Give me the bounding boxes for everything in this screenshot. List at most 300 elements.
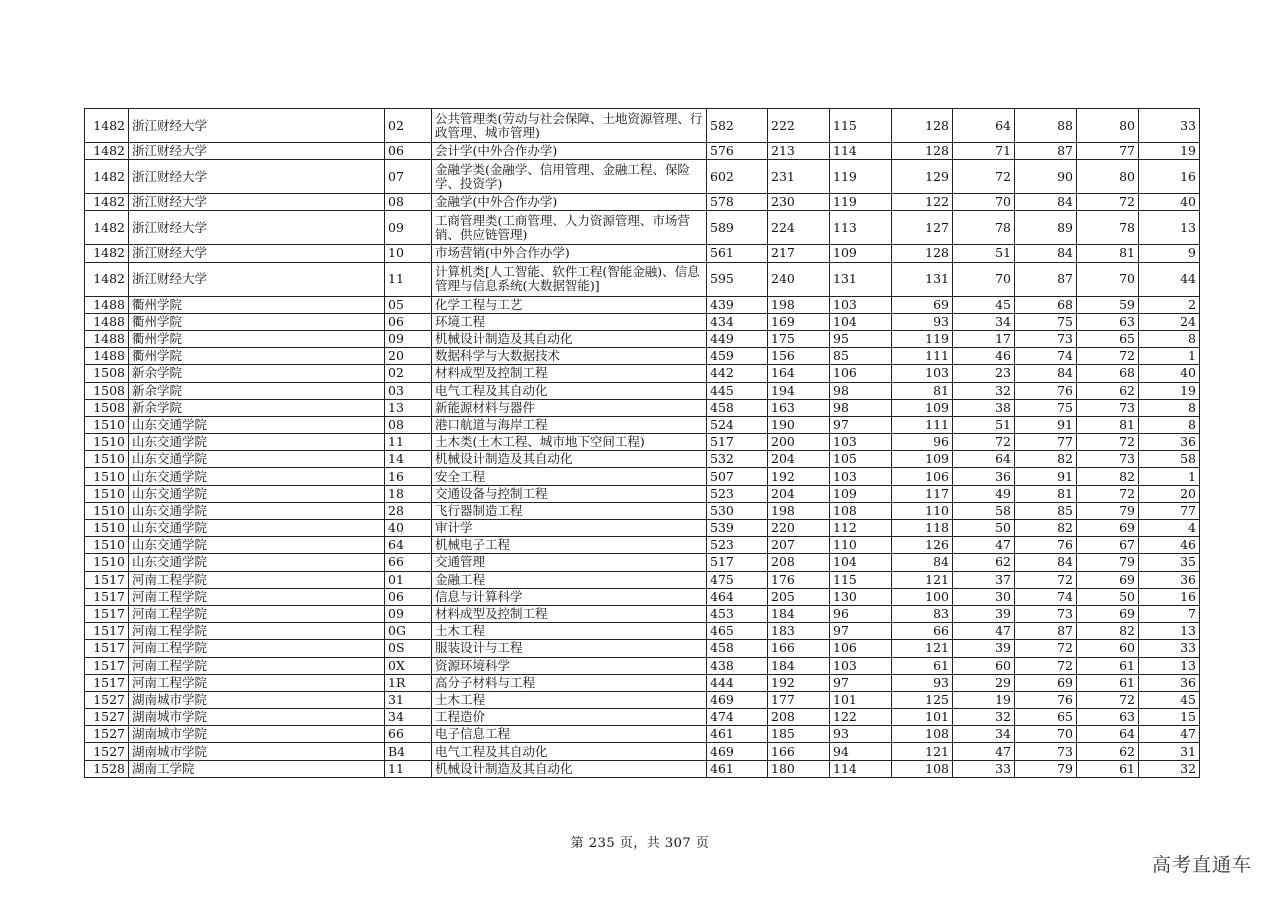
value-cell: 98 [830,382,892,399]
value-cell: 76 [1015,382,1077,399]
school-code-cell: 1527 [85,709,129,726]
value-cell: 2 [1139,296,1200,313]
value-cell: 523 [707,537,768,554]
major-name-cell: 土木工程 [432,691,707,708]
major-code-cell: 06 [385,313,432,330]
table-body [85,109,1200,778]
school-code-cell: 1517 [85,674,129,691]
value-cell: 34 [953,726,1015,743]
value-cell: 82 [1077,468,1139,485]
value-cell: 445 [707,382,768,399]
value-cell: 40 [1139,194,1200,211]
value-cell: 459 [707,348,768,365]
value-cell: 76 [1015,537,1077,554]
value-cell: 72 [1015,571,1077,588]
major-code-cell: 13 [385,399,432,416]
value-cell: 101 [830,691,892,708]
value-cell: 111 [892,348,953,365]
value-cell: 222 [768,109,830,143]
school-code-cell: 1508 [85,399,129,416]
value-cell: 72 [953,160,1015,194]
major-code-cell: 66 [385,554,432,571]
major-code-cell: 0X [385,657,432,674]
value-cell: 78 [953,211,1015,245]
value-cell: 64 [1077,726,1139,743]
value-cell: 70 [953,262,1015,296]
school-name-cell: 新余学院 [129,365,385,382]
major-name-cell: 新能源材料与器件 [432,399,707,416]
value-cell: 50 [1077,588,1139,605]
school-name-cell: 新余学院 [129,382,385,399]
value-cell: 108 [892,726,953,743]
value-cell: 103 [830,434,892,451]
value-cell: 65 [1015,709,1077,726]
value-cell: 89 [1015,211,1077,245]
table-row [85,674,1200,691]
value-cell: 469 [707,691,768,708]
major-code-cell: 07 [385,160,432,194]
value-cell: 66 [892,623,953,640]
value-cell: 220 [768,520,830,537]
value-cell: 36 [1139,571,1200,588]
table-row [85,451,1200,468]
value-cell: 35 [1139,554,1200,571]
school-code-cell: 1517 [85,588,129,605]
table-row [85,657,1200,674]
table-row [85,382,1200,399]
value-cell: 126 [892,537,953,554]
school-code-cell: 1510 [85,502,129,519]
value-cell: 32 [953,709,1015,726]
value-cell: 80 [1077,109,1139,143]
major-code-cell: 09 [385,605,432,622]
major-name-cell: 港口航道与海岸工程 [432,416,707,433]
value-cell: 13 [1139,211,1200,245]
value-cell: 69 [1077,520,1139,537]
major-name-cell: 工商管理类(工商管理、人力资源管理、市场营销、供应链管理) [432,211,707,245]
table-row [85,520,1200,537]
major-name-cell: 信息与计算科学 [432,588,707,605]
major-name-cell: 金融工程 [432,571,707,588]
value-cell: 82 [1077,623,1139,640]
school-name-cell: 山东交通学院 [129,502,385,519]
value-cell: 64 [953,451,1015,468]
value-cell: 81 [1077,416,1139,433]
value-cell: 539 [707,520,768,537]
value-cell: 176 [768,571,830,588]
school-name-cell: 浙江财经大学 [129,262,385,296]
major-code-cell: 08 [385,416,432,433]
table-row [85,726,1200,743]
value-cell: 33 [953,760,1015,777]
admission-score-table [84,108,1200,778]
value-cell: 130 [830,588,892,605]
school-code-cell: 1517 [85,640,129,657]
value-cell: 8 [1139,399,1200,416]
value-cell: 7 [1139,605,1200,622]
value-cell: 73 [1077,399,1139,416]
value-cell: 100 [892,588,953,605]
value-cell: 121 [892,640,953,657]
value-cell: 81 [1015,485,1077,502]
value-cell: 439 [707,296,768,313]
value-cell: 72 [953,434,1015,451]
value-cell: 36 [953,468,1015,485]
major-code-cell: 05 [385,296,432,313]
value-cell: 112 [830,520,892,537]
value-cell: 128 [892,143,953,160]
major-name-cell: 服装设计与工程 [432,640,707,657]
value-cell: 95 [830,330,892,347]
school-code-cell: 1527 [85,743,129,760]
value-cell: 64 [953,109,1015,143]
school-code-cell: 1488 [85,313,129,330]
value-cell: 128 [892,245,953,262]
value-cell: 113 [830,211,892,245]
value-cell: 122 [892,194,953,211]
value-cell: 103 [830,296,892,313]
school-code-cell: 1488 [85,348,129,365]
major-name-cell: 金融学类(金融学、信用管理、金融工程、保险学、投资学) [432,160,707,194]
value-cell: 91 [1015,416,1077,433]
value-cell: 17 [953,330,1015,347]
school-name-cell: 河南工程学院 [129,571,385,588]
value-cell: 117 [892,485,953,502]
school-name-cell: 浙江财经大学 [129,109,385,143]
value-cell: 93 [830,726,892,743]
value-cell: 87 [1015,143,1077,160]
school-name-cell: 河南工程学院 [129,623,385,640]
value-cell: 93 [892,674,953,691]
major-code-cell: 06 [385,588,432,605]
value-cell: 72 [1015,640,1077,657]
value-cell: 68 [1077,365,1139,382]
major-code-cell: 11 [385,434,432,451]
major-name-cell: 电气工程及其自动化 [432,743,707,760]
table-row [85,348,1200,365]
school-code-cell: 1482 [85,160,129,194]
value-cell: 106 [830,365,892,382]
major-code-cell: 0S [385,640,432,657]
value-cell: 77 [1139,502,1200,519]
value-cell: 39 [953,640,1015,657]
value-cell: 36 [1139,674,1200,691]
table-row [85,709,1200,726]
value-cell: 32 [953,382,1015,399]
value-cell: 72 [1077,194,1139,211]
school-code-cell: 1510 [85,537,129,554]
value-cell: 62 [953,554,1015,571]
value-cell: 458 [707,399,768,416]
value-cell: 87 [1015,262,1077,296]
value-cell: 62 [1077,743,1139,760]
value-cell: 217 [768,245,830,262]
major-code-cell: 03 [385,382,432,399]
value-cell: 74 [1015,348,1077,365]
value-cell: 532 [707,451,768,468]
school-code-cell: 1508 [85,382,129,399]
value-cell: 231 [768,160,830,194]
major-name-cell: 机械设计制造及其自动化 [432,451,707,468]
value-cell: 156 [768,348,830,365]
major-code-cell: 10 [385,245,432,262]
value-cell: 60 [953,657,1015,674]
value-cell: 169 [768,313,830,330]
table-row [85,330,1200,347]
table-row [85,640,1200,657]
value-cell: 98 [830,399,892,416]
school-name-cell: 新余学院 [129,399,385,416]
school-name-cell: 湖南城市学院 [129,726,385,743]
value-cell: 93 [892,313,953,330]
major-name-cell: 机械设计制造及其自动化 [432,330,707,347]
major-name-cell: 安全工程 [432,468,707,485]
table-row [85,109,1200,143]
value-cell: 166 [768,743,830,760]
value-cell: 110 [892,502,953,519]
value-cell: 50 [953,520,1015,537]
school-name-cell: 浙江财经大学 [129,245,385,262]
watermark-logo-text: 高考直通车 [1151,854,1252,876]
school-name-cell: 山东交通学院 [129,485,385,502]
value-cell: 184 [768,605,830,622]
major-code-cell: 34 [385,709,432,726]
school-code-cell: 1482 [85,143,129,160]
value-cell: 40 [1139,365,1200,382]
value-cell: 438 [707,657,768,674]
value-cell: 444 [707,674,768,691]
value-cell: 131 [892,262,953,296]
value-cell: 106 [830,640,892,657]
table-row [85,605,1200,622]
value-cell: 523 [707,485,768,502]
value-cell: 449 [707,330,768,347]
school-code-cell: 1517 [85,571,129,588]
value-cell: 208 [768,554,830,571]
major-code-cell: 09 [385,330,432,347]
value-cell: 46 [1139,537,1200,554]
value-cell: 73 [1077,451,1139,468]
major-code-cell: 20 [385,348,432,365]
school-name-cell: 湖南城市学院 [129,743,385,760]
value-cell: 198 [768,296,830,313]
major-name-cell: 机械电子工程 [432,537,707,554]
value-cell: 39 [953,605,1015,622]
value-cell: 434 [707,313,768,330]
major-code-cell: 06 [385,143,432,160]
value-cell: 72 [1077,485,1139,502]
value-cell: 44 [1139,262,1200,296]
value-cell: 458 [707,640,768,657]
value-cell: 8 [1139,330,1200,347]
value-cell: 115 [830,109,892,143]
major-code-cell: 02 [385,365,432,382]
school-name-cell: 湖南城市学院 [129,709,385,726]
school-name-cell: 河南工程学院 [129,674,385,691]
value-cell: 81 [892,382,953,399]
value-cell: 72 [1077,691,1139,708]
school-code-cell: 1510 [85,434,129,451]
value-cell: 38 [953,399,1015,416]
school-code-cell: 1488 [85,296,129,313]
value-cell: 465 [707,623,768,640]
major-code-cell: 0G [385,623,432,640]
value-cell: 90 [1015,160,1077,194]
major-code-cell: 08 [385,194,432,211]
value-cell: 58 [953,502,1015,519]
value-cell: 207 [768,537,830,554]
value-cell: 183 [768,623,830,640]
value-cell: 19 [953,691,1015,708]
school-name-cell: 山东交通学院 [129,468,385,485]
value-cell: 97 [830,623,892,640]
value-cell: 71 [953,143,1015,160]
school-code-cell: 1482 [85,109,129,143]
value-cell: 204 [768,485,830,502]
value-cell: 122 [830,709,892,726]
value-cell: 23 [953,365,1015,382]
value-cell: 530 [707,502,768,519]
value-cell: 67 [1077,537,1139,554]
value-cell: 185 [768,726,830,743]
value-cell: 85 [830,348,892,365]
school-name-cell: 山东交通学院 [129,520,385,537]
value-cell: 163 [768,399,830,416]
major-name-cell: 电气工程及其自动化 [432,382,707,399]
value-cell: 47 [953,537,1015,554]
table-row [85,160,1200,194]
major-code-cell: 01 [385,571,432,588]
value-cell: 164 [768,365,830,382]
value-cell: 175 [768,330,830,347]
value-cell: 103 [830,468,892,485]
school-name-cell: 衢州学院 [129,313,385,330]
value-cell: 108 [892,760,953,777]
value-cell: 108 [830,502,892,519]
value-cell: 103 [830,657,892,674]
school-code-cell: 1517 [85,657,129,674]
major-name-cell: 金融学(中外合作办学) [432,194,707,211]
value-cell: 97 [830,674,892,691]
value-cell: 84 [1015,245,1077,262]
table-row [85,588,1200,605]
value-cell: 97 [830,416,892,433]
value-cell: 75 [1015,399,1077,416]
value-cell: 34 [953,313,1015,330]
value-cell: 15 [1139,709,1200,726]
value-cell: 582 [707,109,768,143]
value-cell: 578 [707,194,768,211]
school-code-cell: 1510 [85,416,129,433]
value-cell: 16 [1139,160,1200,194]
major-name-cell: 化学工程与工艺 [432,296,707,313]
value-cell: 507 [707,468,768,485]
value-cell: 84 [1015,194,1077,211]
value-cell: 51 [953,416,1015,433]
table-row [85,313,1200,330]
value-cell: 82 [1015,451,1077,468]
value-cell: 9 [1139,245,1200,262]
table-row [85,416,1200,433]
major-name-cell: 土木工程 [432,623,707,640]
major-name-cell: 市场营销(中外合作办学) [432,245,707,262]
major-name-cell: 机械设计制造及其自动化 [432,760,707,777]
table-row [85,468,1200,485]
school-code-cell: 1510 [85,520,129,537]
value-cell: 109 [892,399,953,416]
value-cell: 63 [1077,313,1139,330]
value-cell: 13 [1139,623,1200,640]
table-row [85,743,1200,760]
value-cell: 36 [1139,434,1200,451]
value-cell: 72 [1077,434,1139,451]
major-name-cell: 环境工程 [432,313,707,330]
value-cell: 106 [892,468,953,485]
value-cell: 69 [1077,605,1139,622]
value-cell: 30 [953,588,1015,605]
school-code-cell: 1482 [85,262,129,296]
value-cell: 61 [1077,760,1139,777]
school-name-cell: 衢州学院 [129,348,385,365]
value-cell: 119 [892,330,953,347]
major-code-cell: 1R [385,674,432,691]
value-cell: 61 [1077,674,1139,691]
value-cell: 129 [892,160,953,194]
school-code-cell: 1510 [85,485,129,502]
value-cell: 84 [1015,365,1077,382]
school-code-cell: 1517 [85,623,129,640]
value-cell: 61 [1077,657,1139,674]
value-cell: 114 [830,143,892,160]
value-cell: 177 [768,691,830,708]
table-row [85,194,1200,211]
value-cell: 88 [1015,109,1077,143]
school-name-cell: 河南工程学院 [129,588,385,605]
value-cell: 70 [953,194,1015,211]
value-cell: 118 [892,520,953,537]
value-cell: 63 [1077,709,1139,726]
value-cell: 78 [1077,211,1139,245]
value-cell: 1 [1139,468,1200,485]
value-cell: 589 [707,211,768,245]
value-cell: 70 [1015,726,1077,743]
value-cell: 230 [768,194,830,211]
school-name-cell: 衢州学院 [129,330,385,347]
table-row [85,262,1200,296]
value-cell: 61 [892,657,953,674]
major-name-cell: 公共管理类(劳动与社会保障、土地资源管理、行政管理、城市管理) [432,109,707,143]
value-cell: 82 [1015,520,1077,537]
value-cell: 85 [1015,502,1077,519]
major-name-cell: 审计学 [432,520,707,537]
table-row [85,365,1200,382]
value-cell: 77 [1015,434,1077,451]
table-row [85,502,1200,519]
school-name-cell: 浙江财经大学 [129,143,385,160]
school-name-cell: 山东交通学院 [129,434,385,451]
value-cell: 29 [953,674,1015,691]
school-code-cell: 1482 [85,211,129,245]
value-cell: 166 [768,640,830,657]
value-cell: 79 [1077,554,1139,571]
value-cell: 101 [892,709,953,726]
value-cell: 58 [1139,451,1200,468]
value-cell: 37 [953,571,1015,588]
table-row [85,623,1200,640]
value-cell: 192 [768,674,830,691]
value-cell: 190 [768,416,830,433]
value-cell: 77 [1077,143,1139,160]
